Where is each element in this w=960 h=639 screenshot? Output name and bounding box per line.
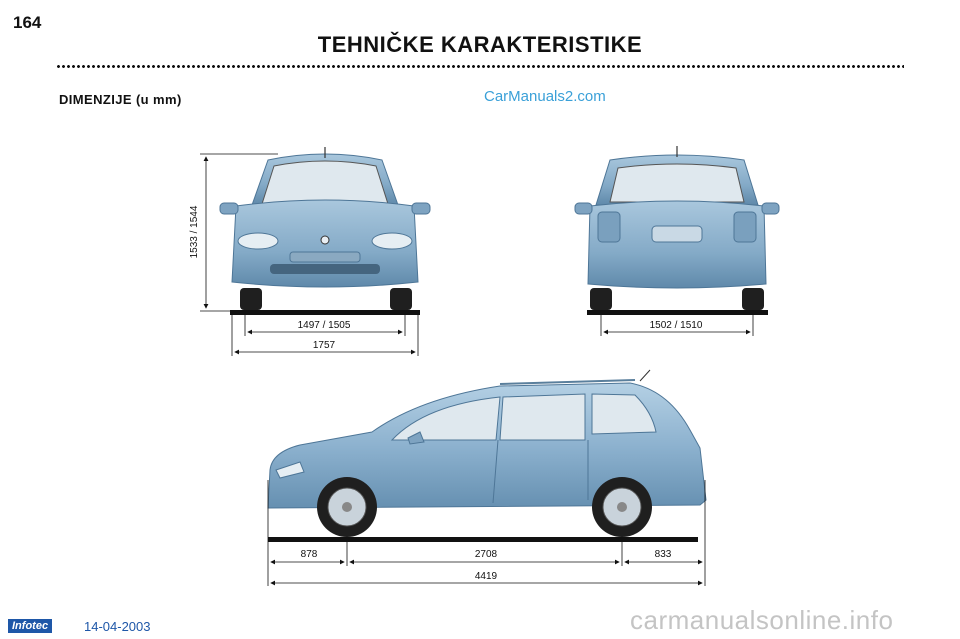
infotec-logo: Infotec [8,619,52,633]
front-overhang-label: 878 [300,549,318,560]
front-view-car [220,147,430,310]
length-label: 4419 [474,571,498,582]
width-label: 1757 [312,340,336,351]
section-heading: DIMENZIJE (u mm) [59,92,182,107]
rear-view-car [575,146,779,310]
wheelbase-label: 2708 [474,549,498,560]
side-view-car [268,370,706,537]
page-title: TEHNIČKE KARAKTERISTIKE [317,32,643,57]
front-height-label: 1533 / 1544 [189,205,200,259]
rear-track-label: 1502 / 1510 [649,320,703,331]
front-track-label: 1497 / 1505 [297,320,351,331]
watermark-bottom[interactable]: carmanualsonline.info [630,605,894,635]
footer-date: 14-04-2003 [84,619,151,634]
watermark-top[interactable]: CarManuals2.com [484,88,606,105]
rear-overhang-label: 833 [654,549,672,560]
page-number: 164 [13,13,42,32]
